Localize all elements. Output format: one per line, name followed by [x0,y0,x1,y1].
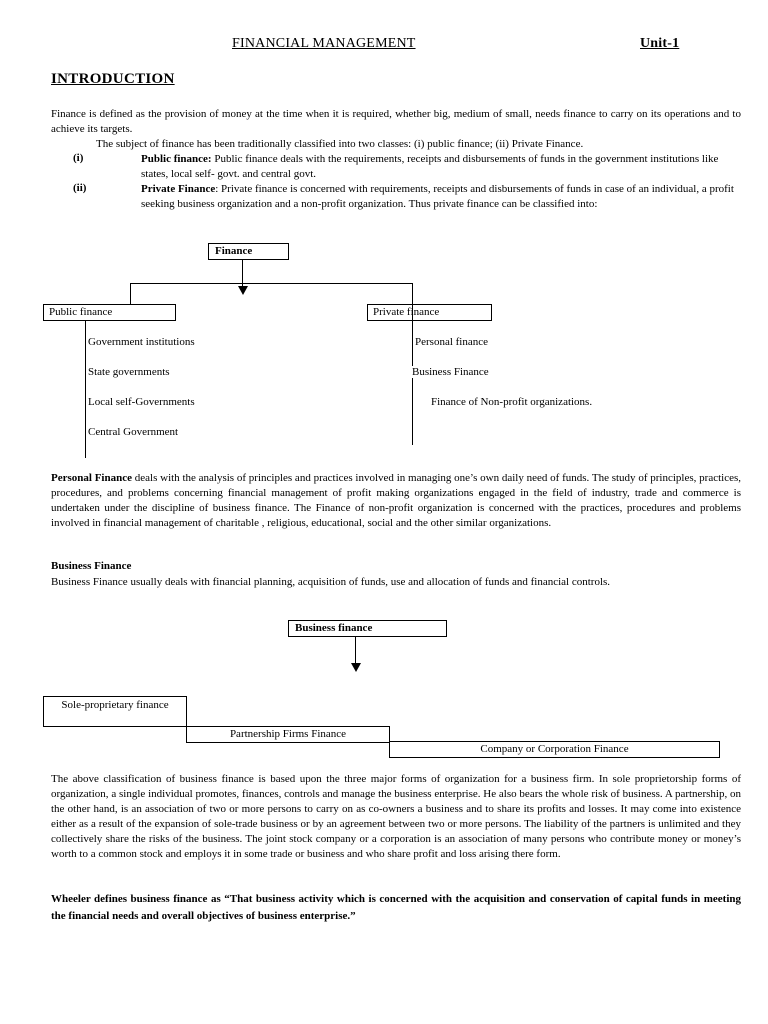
chart-connector [130,283,131,304]
chart-connector [355,637,356,665]
business-finance-root-box: Business finance [288,620,447,637]
intro-paragraph: Finance is defined as the provision of money at the time when it is required, whether big, medium of small, needs finance to carry on its operations and to achieve its targets. [51,108,741,135]
classification-paragraph: The above classification of business finance is based upon the three major forms of organization for a business firm. In sole proprietorship forms of organization, a single individual promotes, finances, controls and manage the business enterprise. He also bears the whole risk of business. A partnership, on the other hand, is an association of two or more persons to carry on as co-owners a business and to share its profits and losses. It may come into existence either as a result of the expansion of sole-trade business or by an agreement between two or more persons. The liability of the partners is unlimited and they collectively share the risks of the business. The joint stock company or a corporation is an association of many persons who contribute money or money’s worth to a common stock and employs it in some trade or business and who share profit and loss arising there form. [51,773,741,860]
wheeler-definition: Wheeler defines business finance as “That business activity which is concerned with the acquisition and conservation of capital funds in meeting the financial needs and overall objectives of business enterprise.” [51,893,741,922]
chart-connector [130,283,413,284]
private-finance-box: Private finance [367,304,492,321]
public-finance-box: Public finance [43,304,176,321]
item-number: (i) [73,152,84,164]
private-finance-item [141,182,741,212]
private-finance-subitem: Business Finance [412,366,489,378]
public-finance-text: Public finance deals with the requirements, receipts and disbursements of funds in the government institutions like states, local self- govt. and central govt. [141,153,719,180]
partnership-box: Partnership Firms Finance [186,726,390,743]
arrow-down-icon [238,286,248,295]
document-title: FINANCIAL MANAGEMENT [232,36,416,51]
intro-heading: INTRODUCTION [51,71,175,87]
public-finance-term: Public finance: [141,153,212,165]
personal-finance-paragraph [51,471,741,531]
private-finance-subitem: Finance of Non-profit organizations. [431,396,593,408]
chart-connector [242,260,243,288]
public-finance-subitem: State governments [88,366,170,378]
public-finance-subitem: Government institutions [88,336,195,348]
public-finance-item [141,152,741,182]
private-finance-subitem: Personal finance [415,336,488,348]
public-finance-subitem: Central Government [88,426,179,438]
unit-label: Unit-1 [640,36,680,51]
classification-sentence: The subject of finance has been traditionally classified into two classes: (i) public finance; (ii) Private Finance. [96,138,584,150]
finance-root-box: Finance [208,243,289,260]
chart-connector [85,320,86,458]
private-finance-term: Private Finance [141,183,216,195]
business-finance-heading: Business Finance [51,560,132,572]
company-box: Company or Corporation Finance [389,741,720,758]
personal-finance-text: deals with the analysis of principles and practices involved in managing one’s own daily need of funds. The study of principles, practices, procedures, and problems concerning financial management of profit making organizations engaged in the field of industry, trade and commerce is undertaken under the discipline of business finance. The Finance of non-profit organization is concerned with the practices, procedures and problems involved in financial management of charitable , religious, educational, social and the other similar organizations. [51,472,741,529]
private-finance-text: : Private finance is concerned with requirements, receipts and disbursements of funds in case of an individual, a profit seeking business organization and a non-profit organization. Thus private finance can be classified into: [141,183,734,210]
public-finance-subitem: Local self-Governments [88,396,195,408]
sole-proprietary-box: Sole-proprietary finance [43,696,187,727]
item-number: (ii) [73,182,87,194]
personal-finance-term: Personal Finance [51,472,132,484]
business-finance-definition: Business Finance usually deals with financial planning, acquisition of funds, use and allocation of funds and financial controls. [51,576,611,588]
arrow-down-icon [351,663,361,672]
